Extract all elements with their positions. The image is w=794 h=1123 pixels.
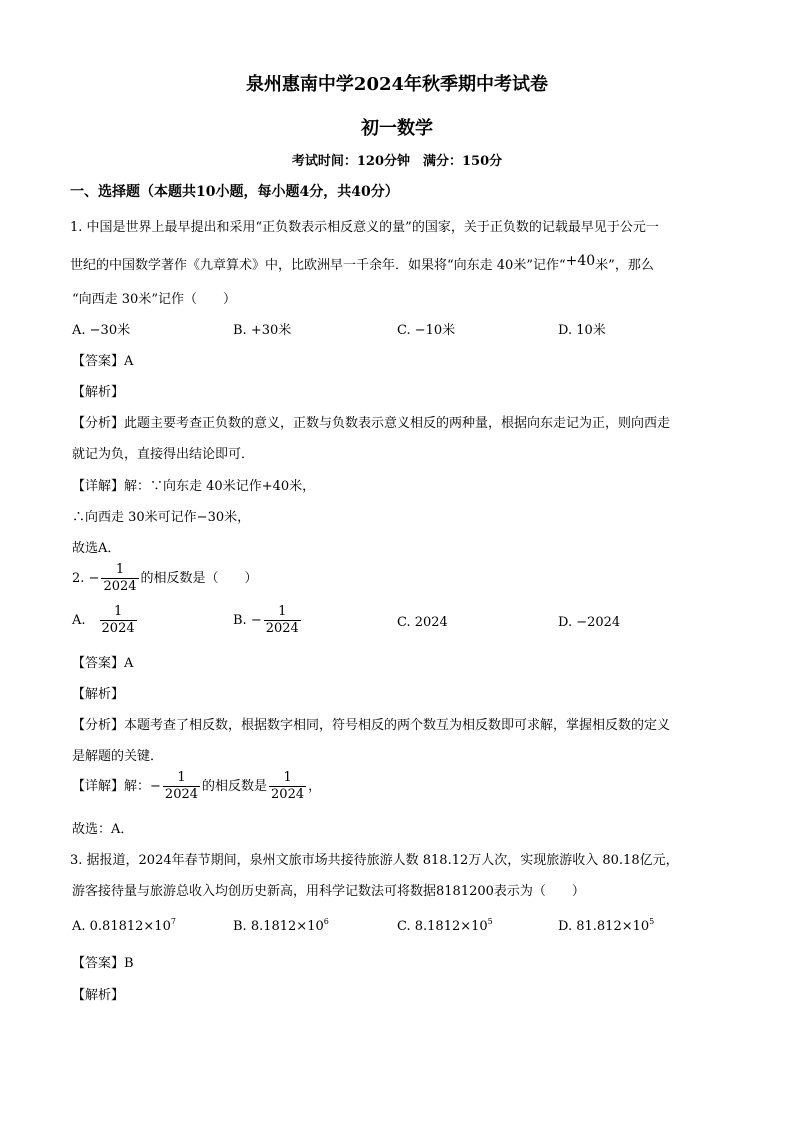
q2-detail-frac1-den: 2024: [164, 787, 199, 802]
q1-plus40: +40: [565, 253, 596, 269]
q2-opt-b-frac: [264, 604, 301, 637]
q2-opt-b-num: 1: [278, 604, 287, 619]
q3-opt-a-exp: 7: [170, 917, 176, 926]
q2-fenxi-1: [72, 714, 670, 733]
q2-conclusion: 故选：A．: [72, 822, 134, 837]
q1-detail-text: 解：∵向东走 40米记作+40米，: [124, 479, 316, 494]
exam-info: 考试时间：120分钟 满分：150分: [291, 154, 503, 169]
q2-detail-frac2-num: 1: [283, 770, 292, 785]
q1-answer: [72, 350, 133, 369]
q3-analysis-label: 【解析】: [72, 988, 125, 1003]
q1-line2-c: 米”，那么: [595, 258, 654, 273]
q2-opt-a-frac: [100, 604, 137, 637]
q2-answer: [72, 652, 133, 671]
q2-prefix: 2. −: [72, 571, 100, 586]
xiangjie-label: 【详解】: [72, 479, 125, 494]
q1-fenxi-text: 此题主要考查正负数的意义，正数与负数表示意义相反的两种量，根据向东走记为正，则向西走: [124, 416, 671, 431]
q1-answer-value: A: [124, 354, 134, 369]
q2-detail-frac2-den: 2024: [271, 787, 305, 802]
q1-line2-a: 世纪的中国数学著作《九章算术》中，比欧洲早一千余年．如果将“向东走 40米”记作“: [70, 258, 566, 273]
q2-opt-a-num: 1: [113, 604, 123, 619]
fenxi-label: 【分析】: [72, 718, 125, 733]
q3-line1: 3. 据报道，2024年春节期间，泉州文旅市场共接待旅游人数 818.12万人次，实现旅游收入 80.18亿元，: [70, 853, 679, 868]
xiangjie-label: 【详解】: [72, 779, 125, 794]
answer-label: 【答案】: [72, 956, 125, 971]
q1-option-c: C. −10米: [397, 323, 456, 338]
q2-detail-frac1: [163, 770, 200, 803]
q2-question: [72, 562, 258, 595]
q3-answer: [72, 952, 134, 971]
q2-fraction: [101, 562, 138, 595]
q3-answer-value: B: [124, 956, 134, 971]
q2-option-b: [233, 604, 303, 637]
q2-opt-a-label: A.: [72, 613, 86, 628]
q1-detail-3: 故选A．: [72, 541, 121, 556]
q2-option-d: D. −2024: [558, 615, 621, 630]
q3-option-b: [233, 917, 329, 934]
q2-suffix: 的相反数是（ ）: [140, 571, 258, 586]
q1-detail-1: [72, 475, 315, 494]
q3-option-a: [72, 917, 176, 934]
q2-detail-frac2: [269, 770, 306, 803]
q2-opt-b-label: B. −: [233, 613, 262, 628]
q2-detail-frac1-num: 1: [177, 770, 186, 785]
q2-detail-mid: 的相反数是: [202, 779, 268, 794]
q3-opt-d-exp: 5: [649, 917, 655, 926]
q3-opt-a-base: A. 0.81812×10: [72, 919, 171, 934]
q2-answer-value: A: [124, 656, 134, 671]
q2-frac-den: 2024: [103, 579, 137, 594]
q2-detail: [72, 770, 321, 803]
q3-opt-b-base: B. 8.1812×10: [233, 919, 324, 934]
q2-fenxi-text: 本题考查了相反数，根据数字相同，符号相反的两个数互为相反数即可求解，掌握相反数的定义: [124, 718, 671, 733]
q2-analysis-label: 【解析】: [72, 687, 125, 702]
q1-line1: 1. 中国是世界上最早提出和采用“正负数表示相反意义的量”的国家，关于正负数的记载最早见于公元一: [70, 220, 659, 235]
q2-detail-pre: 解：−: [124, 779, 161, 794]
q1-analysis-label: 【解析】: [72, 385, 125, 400]
fenxi-label: 【分析】: [72, 416, 125, 431]
q2-detail-end: ，: [308, 779, 322, 794]
q1-detail-2: ∴向西走 30米可记作−30米，: [72, 510, 251, 525]
answer-label: 【答案】: [72, 354, 125, 369]
q3-option-c: [397, 917, 493, 934]
q2-option-a: [72, 604, 139, 637]
q1-option-b: B. +30米: [233, 323, 292, 338]
q1-option-a: A. −30米: [72, 323, 131, 338]
q2-option-c: C. 2024: [397, 615, 448, 630]
q2-frac-num: 1: [115, 562, 125, 577]
section-heading: 一、选择题（本题共10小题，每小题4分，共40分）: [70, 184, 399, 200]
q3-option-d: [558, 917, 654, 934]
q3-opt-b-exp: 6: [323, 917, 329, 926]
q1-line2: [70, 254, 654, 273]
subject-title: 初一数学: [361, 118, 433, 139]
answer-label: 【答案】: [72, 656, 125, 671]
q2-fenxi-2: 是解题的关键．: [72, 749, 164, 764]
exam-title: 泉州惠南中学2024年秋季期中考试卷: [245, 74, 549, 95]
q3-opt-c-exp: 5: [487, 917, 493, 926]
q1-fenxi-1: [72, 412, 670, 431]
q1-fenxi-2: 就记为负，直接得出结论即可．: [72, 447, 255, 462]
q2-opt-a-den: 2024: [101, 621, 135, 636]
q1-option-d: D. 10米: [558, 323, 606, 338]
q3-opt-d-base: D. 81.812×10: [558, 919, 650, 934]
q2-opt-b-den: 2024: [265, 621, 299, 636]
q1-line3: “向西走 30米”记作（ ）: [72, 292, 236, 307]
q3-line2: 游客接待量与旅游总收入均创历史新高，用科学记数法可将数据8181200表示为（ ）: [72, 884, 585, 899]
q3-opt-c-base: C. 8.1812×10: [397, 919, 488, 934]
